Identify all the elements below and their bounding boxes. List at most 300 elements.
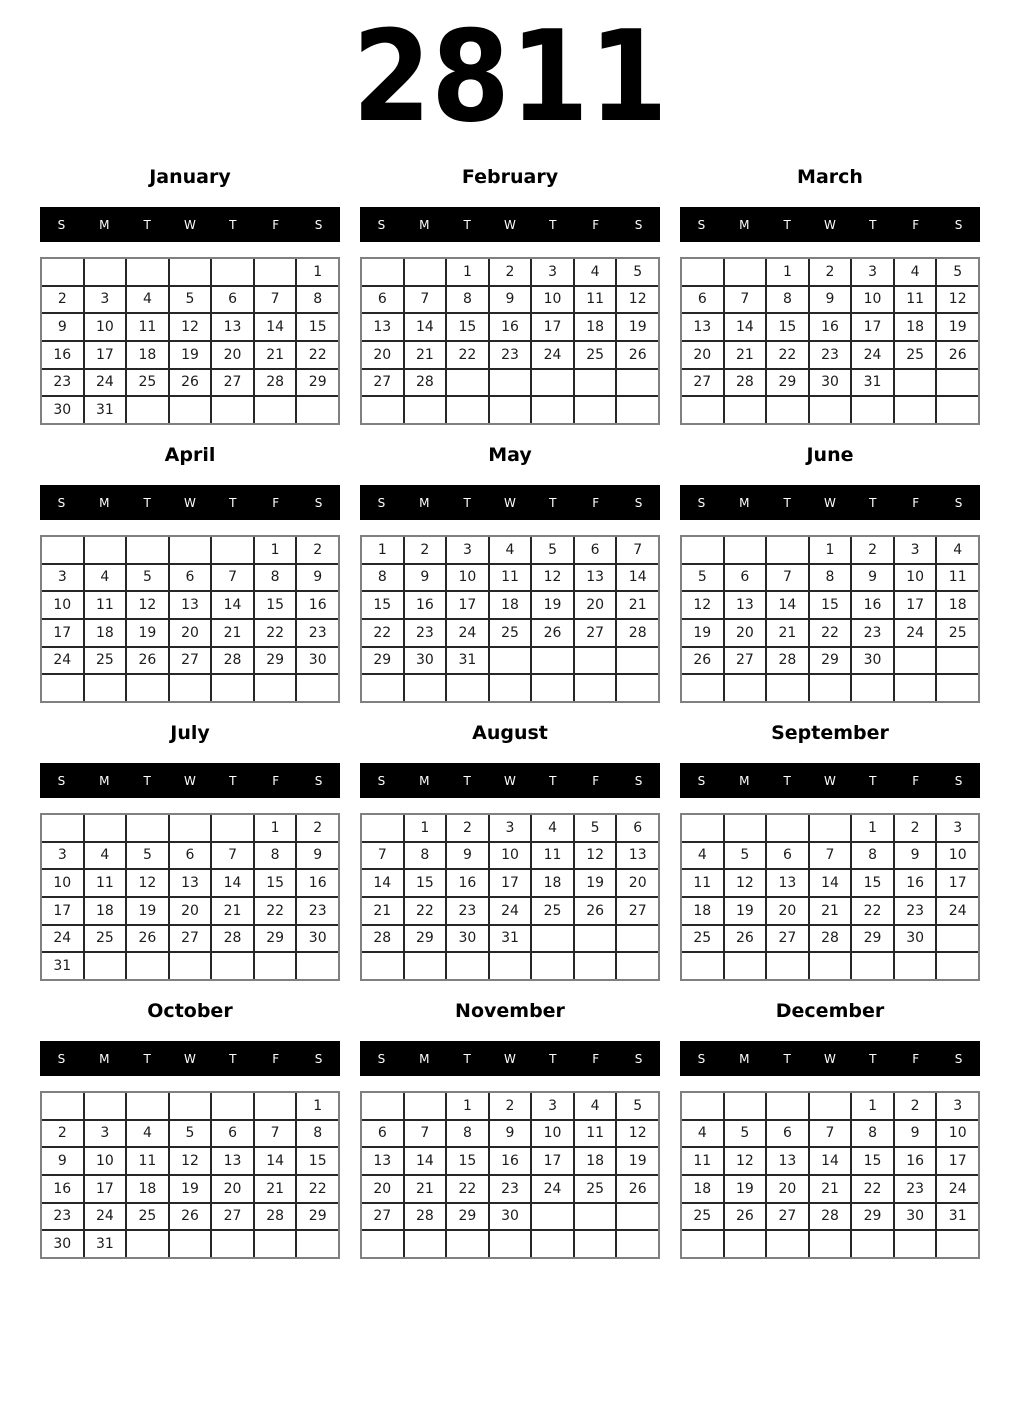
empty-day-cell bbox=[895, 675, 936, 701]
day-cell: 21 bbox=[405, 1176, 446, 1202]
day-cell: 27 bbox=[725, 648, 766, 674]
empty-day-cell bbox=[575, 397, 616, 423]
day-header-cell: S bbox=[954, 495, 963, 510]
day-header-cell: S bbox=[697, 773, 706, 788]
empty-day-cell bbox=[447, 675, 488, 701]
empty-day-cell bbox=[405, 397, 446, 423]
empty-day-cell bbox=[42, 537, 83, 563]
empty-day-cell bbox=[937, 648, 978, 674]
day-cell: 7 bbox=[810, 843, 851, 869]
empty-day-cell bbox=[170, 675, 211, 701]
empty-day-cell bbox=[617, 953, 658, 979]
day-cell: 28 bbox=[212, 926, 253, 952]
day-cell: 10 bbox=[85, 1148, 126, 1174]
empty-day-cell bbox=[617, 648, 658, 674]
day-cell: 1 bbox=[810, 537, 851, 563]
day-cell: 3 bbox=[937, 815, 978, 841]
day-cell: 18 bbox=[532, 870, 573, 896]
empty-day-cell bbox=[490, 397, 531, 423]
empty-day-cell bbox=[212, 397, 253, 423]
day-header-cell: T bbox=[143, 217, 151, 232]
day-cell: 2 bbox=[895, 815, 936, 841]
day-cell: 5 bbox=[170, 1121, 211, 1147]
day-cell: 22 bbox=[255, 620, 296, 646]
day-cell: 31 bbox=[937, 1204, 978, 1230]
empty-day-cell bbox=[490, 648, 531, 674]
day-cell: 11 bbox=[127, 314, 168, 340]
calendar-grid bbox=[360, 813, 660, 981]
day-cell: 26 bbox=[532, 620, 573, 646]
day-header-cell: F bbox=[592, 1051, 600, 1066]
empty-day-cell bbox=[447, 370, 488, 396]
day-cell: 13 bbox=[362, 1148, 403, 1174]
day-header-cell: M bbox=[99, 495, 110, 510]
empty-day-cell bbox=[127, 537, 168, 563]
day-header-bar bbox=[680, 207, 980, 242]
day-cell: 9 bbox=[810, 287, 851, 313]
day-cell: 6 bbox=[362, 287, 403, 313]
day-cell: 24 bbox=[42, 926, 83, 952]
empty-day-cell bbox=[682, 1093, 723, 1119]
day-cell: 3 bbox=[937, 1093, 978, 1119]
day-cell: 2 bbox=[447, 815, 488, 841]
day-cell: 28 bbox=[405, 370, 446, 396]
day-cell: 7 bbox=[255, 1121, 296, 1147]
day-header-cell: W bbox=[184, 773, 196, 788]
empty-day-cell bbox=[255, 397, 296, 423]
day-header-cell: S bbox=[697, 217, 706, 232]
day-header-bar bbox=[40, 207, 340, 242]
empty-day-cell bbox=[575, 648, 616, 674]
day-cell: 9 bbox=[895, 843, 936, 869]
empty-day-cell bbox=[895, 397, 936, 423]
day-cell: 19 bbox=[532, 592, 573, 618]
empty-day-cell bbox=[725, 1231, 766, 1257]
empty-day-cell bbox=[895, 1231, 936, 1257]
day-cell: 17 bbox=[490, 870, 531, 896]
calendar-grid bbox=[40, 1091, 340, 1259]
day-cell: 20 bbox=[767, 1176, 808, 1202]
day-cell: 20 bbox=[617, 870, 658, 896]
day-header-cell: T bbox=[229, 495, 237, 510]
day-cell: 29 bbox=[810, 648, 851, 674]
day-cell: 15 bbox=[297, 314, 338, 340]
day-cell: 22 bbox=[447, 1176, 488, 1202]
day-cell: 5 bbox=[532, 537, 573, 563]
day-cell: 5 bbox=[127, 565, 168, 591]
day-cell: 23 bbox=[810, 342, 851, 368]
day-cell: 22 bbox=[297, 342, 338, 368]
empty-day-cell bbox=[85, 815, 126, 841]
day-header-cell: S bbox=[57, 217, 66, 232]
empty-day-cell bbox=[405, 675, 446, 701]
day-cell: 7 bbox=[212, 565, 253, 591]
day-cell: 16 bbox=[490, 314, 531, 340]
day-cell: 23 bbox=[490, 1176, 531, 1202]
day-header-cell: T bbox=[143, 495, 151, 510]
day-cell: 18 bbox=[127, 1176, 168, 1202]
day-header-cell: S bbox=[314, 1051, 323, 1066]
empty-day-cell bbox=[127, 397, 168, 423]
day-cell: 27 bbox=[170, 926, 211, 952]
calendar-grid bbox=[40, 813, 340, 981]
day-cell: 18 bbox=[575, 1148, 616, 1174]
empty-day-cell bbox=[255, 259, 296, 285]
day-cell: 28 bbox=[255, 1204, 296, 1230]
day-cell: 8 bbox=[255, 843, 296, 869]
day-header-cell: S bbox=[697, 1051, 706, 1066]
day-cell: 5 bbox=[170, 287, 211, 313]
day-cell: 24 bbox=[85, 1204, 126, 1230]
day-header-cell: S bbox=[377, 217, 386, 232]
day-cell: 28 bbox=[617, 620, 658, 646]
empty-day-cell bbox=[212, 675, 253, 701]
day-cell: 16 bbox=[852, 592, 893, 618]
month-title: April bbox=[164, 444, 216, 466]
day-header-bar bbox=[680, 485, 980, 520]
empty-day-cell bbox=[937, 675, 978, 701]
day-cell: 16 bbox=[42, 1176, 83, 1202]
empty-day-cell bbox=[490, 1231, 531, 1257]
day-cell: 25 bbox=[682, 1204, 723, 1230]
empty-day-cell bbox=[767, 397, 808, 423]
day-header-cell: W bbox=[824, 1051, 836, 1066]
day-cell: 6 bbox=[767, 843, 808, 869]
day-cell: 17 bbox=[532, 1148, 573, 1174]
day-header-cell: M bbox=[419, 217, 430, 232]
day-cell: 7 bbox=[362, 843, 403, 869]
day-cell: 15 bbox=[810, 592, 851, 618]
empty-day-cell bbox=[810, 397, 851, 423]
day-cell: 16 bbox=[810, 314, 851, 340]
empty-day-cell bbox=[937, 1231, 978, 1257]
day-cell: 25 bbox=[937, 620, 978, 646]
day-header-cell: M bbox=[99, 1051, 110, 1066]
empty-day-cell bbox=[725, 1093, 766, 1119]
day-cell: 10 bbox=[937, 843, 978, 869]
empty-day-cell bbox=[170, 815, 211, 841]
day-cell: 20 bbox=[575, 592, 616, 618]
day-header-cell: T bbox=[463, 217, 471, 232]
day-cell: 27 bbox=[212, 370, 253, 396]
empty-day-cell bbox=[895, 648, 936, 674]
day-header-cell: T bbox=[549, 1051, 557, 1066]
day-cell: 30 bbox=[297, 648, 338, 674]
empty-day-cell bbox=[532, 926, 573, 952]
empty-day-cell bbox=[297, 397, 338, 423]
day-cell: 15 bbox=[255, 592, 296, 618]
empty-day-cell bbox=[170, 1093, 211, 1119]
day-cell: 5 bbox=[127, 843, 168, 869]
day-cell: 18 bbox=[127, 342, 168, 368]
empty-day-cell bbox=[490, 370, 531, 396]
day-cell: 30 bbox=[42, 1231, 83, 1257]
day-header-cell: W bbox=[184, 495, 196, 510]
day-cell: 7 bbox=[725, 287, 766, 313]
day-cell: 10 bbox=[532, 1121, 573, 1147]
day-header-cell: T bbox=[783, 773, 791, 788]
day-cell: 2 bbox=[490, 1093, 531, 1119]
day-header-cell: T bbox=[463, 1051, 471, 1066]
day-cell: 29 bbox=[255, 926, 296, 952]
day-cell: 3 bbox=[490, 815, 531, 841]
day-cell: 11 bbox=[532, 843, 573, 869]
empty-day-cell bbox=[532, 648, 573, 674]
day-cell: 16 bbox=[447, 870, 488, 896]
day-cell: 24 bbox=[937, 1176, 978, 1202]
day-cell: 21 bbox=[405, 342, 446, 368]
day-cell: 20 bbox=[212, 342, 253, 368]
day-cell: 23 bbox=[852, 620, 893, 646]
day-header-cell: S bbox=[57, 495, 66, 510]
day-cell: 28 bbox=[810, 926, 851, 952]
day-cell: 23 bbox=[405, 620, 446, 646]
day-cell: 22 bbox=[852, 1176, 893, 1202]
day-cell: 1 bbox=[405, 815, 446, 841]
day-cell: 14 bbox=[767, 592, 808, 618]
day-cell: 21 bbox=[362, 898, 403, 924]
day-cell: 25 bbox=[127, 1204, 168, 1230]
empty-day-cell bbox=[170, 1231, 211, 1257]
day-cell: 21 bbox=[767, 620, 808, 646]
empty-day-cell bbox=[42, 675, 83, 701]
day-cell: 27 bbox=[575, 620, 616, 646]
day-header-cell: S bbox=[697, 495, 706, 510]
empty-day-cell bbox=[810, 1093, 851, 1119]
day-header-cell: T bbox=[869, 773, 877, 788]
empty-day-cell bbox=[810, 1231, 851, 1257]
day-header-bar bbox=[680, 1041, 980, 1076]
day-cell: 6 bbox=[170, 565, 211, 591]
empty-day-cell bbox=[852, 675, 893, 701]
day-header-cell: T bbox=[549, 773, 557, 788]
empty-day-cell bbox=[937, 926, 978, 952]
day-cell: 1 bbox=[297, 259, 338, 285]
day-cell: 7 bbox=[405, 1121, 446, 1147]
day-cell: 9 bbox=[852, 565, 893, 591]
day-header-cell: F bbox=[912, 1051, 920, 1066]
day-header-cell: F bbox=[272, 217, 280, 232]
day-cell: 9 bbox=[42, 314, 83, 340]
day-cell: 28 bbox=[725, 370, 766, 396]
day-header-cell: W bbox=[504, 495, 516, 510]
day-cell: 20 bbox=[170, 898, 211, 924]
day-cell: 31 bbox=[85, 397, 126, 423]
day-cell: 4 bbox=[682, 1121, 723, 1147]
day-cell: 18 bbox=[895, 314, 936, 340]
day-cell: 8 bbox=[810, 565, 851, 591]
day-header-cell: S bbox=[314, 495, 323, 510]
day-cell: 8 bbox=[852, 1121, 893, 1147]
day-header-cell: S bbox=[634, 773, 643, 788]
day-cell: 26 bbox=[725, 1204, 766, 1230]
day-header-cell: F bbox=[272, 1051, 280, 1066]
day-cell: 12 bbox=[937, 287, 978, 313]
day-header-cell: F bbox=[592, 773, 600, 788]
calendar-grid bbox=[680, 535, 980, 703]
empty-day-cell bbox=[405, 1231, 446, 1257]
calendar-grid bbox=[680, 1091, 980, 1259]
month-block bbox=[360, 165, 660, 425]
day-header-cell: T bbox=[229, 217, 237, 232]
day-cell: 6 bbox=[170, 843, 211, 869]
day-cell: 13 bbox=[212, 1148, 253, 1174]
day-header-cell: S bbox=[954, 1051, 963, 1066]
day-cell: 6 bbox=[362, 1121, 403, 1147]
day-header-cell: F bbox=[912, 495, 920, 510]
day-cell: 27 bbox=[362, 1204, 403, 1230]
day-cell: 19 bbox=[937, 314, 978, 340]
day-cell: 3 bbox=[895, 537, 936, 563]
day-cell: 7 bbox=[405, 287, 446, 313]
day-cell: 29 bbox=[362, 648, 403, 674]
day-cell: 26 bbox=[127, 926, 168, 952]
day-cell: 14 bbox=[725, 314, 766, 340]
day-cell: 22 bbox=[362, 620, 403, 646]
day-cell: 3 bbox=[42, 843, 83, 869]
day-cell: 5 bbox=[682, 565, 723, 591]
day-cell: 14 bbox=[810, 1148, 851, 1174]
empty-day-cell bbox=[682, 259, 723, 285]
day-header-cell: F bbox=[272, 495, 280, 510]
day-header-cell: S bbox=[314, 217, 323, 232]
day-cell: 4 bbox=[937, 537, 978, 563]
day-cell: 18 bbox=[575, 314, 616, 340]
day-cell: 2 bbox=[852, 537, 893, 563]
day-header-cell: S bbox=[57, 1051, 66, 1066]
day-cell: 1 bbox=[255, 815, 296, 841]
day-cell: 31 bbox=[852, 370, 893, 396]
empty-day-cell bbox=[362, 397, 403, 423]
empty-day-cell bbox=[297, 675, 338, 701]
month-block bbox=[360, 999, 660, 1259]
day-header-cell: S bbox=[377, 1051, 386, 1066]
empty-day-cell bbox=[405, 953, 446, 979]
day-cell: 4 bbox=[682, 843, 723, 869]
day-header-bar bbox=[360, 1041, 660, 1076]
day-cell: 10 bbox=[447, 565, 488, 591]
empty-day-cell bbox=[42, 815, 83, 841]
day-header-cell: S bbox=[314, 773, 323, 788]
day-cell: 11 bbox=[575, 287, 616, 313]
day-cell: 4 bbox=[575, 259, 616, 285]
month-block bbox=[40, 721, 340, 981]
day-header-cell: M bbox=[739, 495, 750, 510]
day-cell: 19 bbox=[127, 898, 168, 924]
day-cell: 29 bbox=[852, 926, 893, 952]
empty-day-cell bbox=[85, 259, 126, 285]
day-cell: 31 bbox=[447, 648, 488, 674]
empty-day-cell bbox=[682, 815, 723, 841]
empty-day-cell bbox=[937, 953, 978, 979]
empty-day-cell bbox=[212, 953, 253, 979]
day-cell: 5 bbox=[725, 1121, 766, 1147]
day-cell: 5 bbox=[617, 259, 658, 285]
day-cell: 11 bbox=[490, 565, 531, 591]
day-cell: 26 bbox=[170, 1204, 211, 1230]
day-cell: 20 bbox=[725, 620, 766, 646]
day-cell: 31 bbox=[490, 926, 531, 952]
day-cell: 22 bbox=[255, 898, 296, 924]
empty-day-cell bbox=[532, 397, 573, 423]
day-cell: 23 bbox=[297, 898, 338, 924]
day-cell: 23 bbox=[297, 620, 338, 646]
day-cell: 12 bbox=[725, 1148, 766, 1174]
day-cell: 4 bbox=[532, 815, 573, 841]
day-cell: 24 bbox=[447, 620, 488, 646]
day-header-cell: W bbox=[504, 217, 516, 232]
empty-day-cell bbox=[725, 953, 766, 979]
day-cell: 5 bbox=[725, 843, 766, 869]
day-cell: 8 bbox=[405, 843, 446, 869]
day-cell: 24 bbox=[85, 370, 126, 396]
empty-day-cell bbox=[362, 953, 403, 979]
day-header-cell: W bbox=[824, 217, 836, 232]
day-cell: 28 bbox=[767, 648, 808, 674]
day-header-bar bbox=[360, 763, 660, 798]
day-cell: 11 bbox=[895, 287, 936, 313]
empty-day-cell bbox=[85, 953, 126, 979]
day-cell: 24 bbox=[42, 648, 83, 674]
empty-day-cell bbox=[127, 675, 168, 701]
day-cell: 4 bbox=[575, 1093, 616, 1119]
empty-day-cell bbox=[937, 370, 978, 396]
empty-day-cell bbox=[297, 1231, 338, 1257]
day-cell: 20 bbox=[682, 342, 723, 368]
empty-day-cell bbox=[810, 675, 851, 701]
empty-day-cell bbox=[170, 953, 211, 979]
day-cell: 2 bbox=[810, 259, 851, 285]
empty-day-cell bbox=[617, 370, 658, 396]
day-cell: 1 bbox=[255, 537, 296, 563]
day-cell: 15 bbox=[255, 870, 296, 896]
day-cell: 30 bbox=[895, 1204, 936, 1230]
empty-day-cell bbox=[767, 815, 808, 841]
day-cell: 1 bbox=[767, 259, 808, 285]
day-cell: 10 bbox=[937, 1121, 978, 1147]
day-cell: 2 bbox=[895, 1093, 936, 1119]
day-cell: 22 bbox=[810, 620, 851, 646]
day-cell: 18 bbox=[682, 898, 723, 924]
day-cell: 22 bbox=[447, 342, 488, 368]
day-cell: 14 bbox=[617, 565, 658, 591]
empty-day-cell bbox=[725, 397, 766, 423]
day-cell: 29 bbox=[447, 1204, 488, 1230]
day-cell: 29 bbox=[767, 370, 808, 396]
day-cell: 8 bbox=[362, 565, 403, 591]
day-cell: 16 bbox=[297, 592, 338, 618]
day-cell: 4 bbox=[127, 1121, 168, 1147]
day-cell: 14 bbox=[212, 592, 253, 618]
day-cell: 11 bbox=[682, 870, 723, 896]
calendar-grid bbox=[680, 257, 980, 425]
day-header-cell: W bbox=[824, 773, 836, 788]
day-cell: 12 bbox=[170, 1148, 211, 1174]
empty-day-cell bbox=[767, 1093, 808, 1119]
day-header-cell: T bbox=[869, 217, 877, 232]
day-header-cell: T bbox=[229, 773, 237, 788]
empty-day-cell bbox=[212, 815, 253, 841]
day-cell: 3 bbox=[85, 287, 126, 313]
day-cell: 13 bbox=[362, 314, 403, 340]
empty-day-cell bbox=[575, 1204, 616, 1230]
empty-day-cell bbox=[362, 675, 403, 701]
day-cell: 19 bbox=[170, 1176, 211, 1202]
day-cell: 25 bbox=[127, 370, 168, 396]
day-cell: 13 bbox=[170, 870, 211, 896]
day-cell: 1 bbox=[852, 1093, 893, 1119]
empty-day-cell bbox=[852, 953, 893, 979]
